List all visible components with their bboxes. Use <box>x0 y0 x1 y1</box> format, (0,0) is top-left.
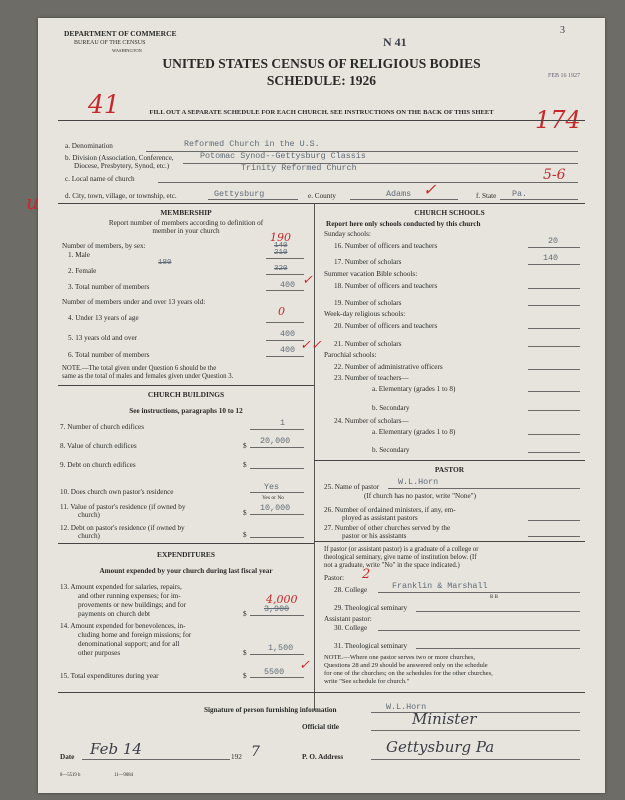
handwritten-5-6: 5-6 <box>543 167 566 183</box>
pastor-subheading: Pastor: <box>324 574 344 582</box>
expenditures-heading: EXPENDITURES <box>157 550 215 559</box>
pastor-none-hint: (If church has no pastor, write "None") <box>364 492 476 500</box>
other-churches-label: 27. Number of other churches served by the <box>324 524 451 532</box>
membership-note-2: same as the total of males and females given under Question 3. <box>62 373 234 380</box>
graduate-note-2: theological seminary, give name of institution below. (If <box>324 554 477 561</box>
county-label: e. County <box>308 192 336 200</box>
form-number: 8—5519 b <box>60 773 81 778</box>
signature-label: Signature of person furnishing information <box>204 706 337 714</box>
under13-value: 0 <box>278 305 285 318</box>
pastor-name-value: W.L.Horn <box>398 477 439 487</box>
handwritten-2: 2 <box>362 567 371 582</box>
admin-officers-label: 22. Number of administrative officers <box>334 363 443 371</box>
membership-intro-2: member in your church <box>152 227 220 235</box>
scholars-elementary-label: a. Elementary (grades 1 to 8) <box>372 428 456 436</box>
male-original-1: 140 <box>274 242 288 250</box>
salaries-label-1: 13. Amount expended for salaries, repairs, <box>60 583 182 591</box>
handwritten-41: 41 <box>88 90 120 119</box>
seminary-29-label: 29. Theological seminary <box>334 604 408 612</box>
total-expenditures-check: ✓ <box>299 658 310 673</box>
weekday-officers-label: 20. Number of officers and teachers <box>334 322 438 330</box>
benevolences-label-3: denominational support; and for all <box>78 640 180 648</box>
official-title-label: Official title <box>302 723 339 731</box>
corner-number: 3 <box>560 25 565 36</box>
college-28-value: Franklin & Marshall <box>392 581 488 591</box>
over13-label: 5. 13 years old and over <box>68 334 138 342</box>
teachers-elementary-label: a. Elementary (grades 1 to 8) <box>372 385 456 393</box>
over13-value: 400 <box>280 329 296 339</box>
local-church-name: Trinity Reformed Church <box>241 163 357 173</box>
division-value: Potomac Synod--Gettysburg Classis <box>200 151 366 161</box>
college-28-label: 28. College <box>334 586 368 594</box>
division-label: b. Division (Association, Conference, <box>65 154 174 162</box>
value-edifices-label: 8. Value of church edifices <box>60 442 137 450</box>
parochial-schools-label: Parochial schools: <box>324 351 377 359</box>
buildings-heading: CHURCH BUILDINGS <box>147 390 225 399</box>
salaries-label-2: and other running expenses; for im- <box>78 592 181 600</box>
po-address-value: Gettysburg Pa <box>386 738 495 756</box>
scholars-secondary-label: b. Secondary <box>372 446 410 454</box>
instruction-line: FILL OUT A SEPARATE SCHEDULE FOR EACH CHURCH. SEE INSTRUCTIONS ON THE BACK OF THIS SHEET <box>149 109 494 116</box>
under13-label: 4. Under 13 years of age <box>68 314 139 322</box>
salaries-label-3: provements or new buildings; and for <box>78 601 186 609</box>
dollar-sign: $ <box>243 649 247 657</box>
benevolences-label-1: 14. Amount expended for benevolences, in- <box>60 622 186 630</box>
multi-church-note-3: for one of the churches; on the schedules for the other churches, <box>324 670 493 677</box>
total6-checkmark: ✓✓ <box>300 338 322 353</box>
year-printed: 192 <box>231 753 242 761</box>
year-handwritten: 7 <box>251 744 260 760</box>
buildings-instructions: See instructions, paragraphs 10 to 12 <box>129 407 243 415</box>
dollar-sign: $ <box>243 531 247 539</box>
membership-intro: Report number of members according to definition of <box>108 219 264 227</box>
graduate-note-3: not a graduate, write "No" in the space indicated.) <box>324 562 460 569</box>
total-checkmark: ✓ <box>302 273 313 288</box>
pastor-name-label: 25. Name of pastor <box>324 483 380 491</box>
total-members-value: 400 <box>280 280 296 290</box>
membership-heading: MEMBERSHIP <box>160 208 212 217</box>
teachers-secondary-label: b. Secondary <box>372 404 410 412</box>
sunday-schools-label: Sunday schools: <box>324 230 371 238</box>
seminary-31-label: 31. Theological seminary <box>334 642 408 650</box>
vacation-scholars-label: 19. Number of scholars <box>334 299 402 307</box>
county-checkmark: ✓ <box>423 180 437 199</box>
college-30-label: 30. College <box>334 624 368 632</box>
date-value: Feb 14 <box>90 740 142 758</box>
weekday-scholars-label: 21. Number of scholars <box>334 340 402 348</box>
edifices-label: 7. Number of church edifices <box>60 423 145 431</box>
vacation-officers-label: 18. Number of officers and teachers <box>334 282 438 290</box>
multi-church-note: NOTE.—Where one pastor serves two or more churches, <box>324 654 476 661</box>
edifices-value: 1 <box>280 418 286 428</box>
dollar-sign: $ <box>243 509 247 517</box>
vacation-schools-label: Summer vacation Bible schools: <box>324 270 418 278</box>
census-schedule-page <box>26 18 605 793</box>
ordained-ministers-label: 26. Number of ordained ministers, if any, em- <box>324 506 456 514</box>
signature-value: W.L.Horn <box>386 702 427 712</box>
benevolences-value: 1,500 <box>268 643 294 653</box>
total6-label: 6. Total number of members <box>68 351 150 359</box>
sunday-scholars-label: 17. Number of scholars <box>334 258 402 266</box>
owns-residence-value: Yes <box>264 482 280 492</box>
benevolences-label-2: cluding home and foreign missions; for <box>78 631 192 639</box>
schools-heading: CHURCH SCHOOLS <box>414 208 485 217</box>
initials-stamp: B B <box>490 595 498 600</box>
handwritten-174: 174 <box>535 106 581 134</box>
female-value: 320 <box>274 265 288 273</box>
handwritten-u: u <box>26 190 39 214</box>
weekday-schools-label: Week-day religious schools: <box>324 310 406 318</box>
washington-label: WASHINGTON <box>112 48 142 53</box>
city-value: Gettysburg <box>214 189 265 199</box>
salaries-original: 3,900 <box>264 604 290 614</box>
yes-or-no-hint: Yes or No <box>262 495 285 501</box>
state-value: Pa. <box>512 189 528 199</box>
state-label: f. State <box>476 192 497 200</box>
city-label: d. City, town, village, or township, etc. <box>65 192 177 200</box>
expenditures-intro: Amount expended by your church during last fiscal year <box>99 567 273 575</box>
local-name-label: c. Local name of church <box>65 175 135 183</box>
total-expenditures-label: 15. Total expenditures during year <box>60 672 159 680</box>
other-churches-label-2: pastor or his assistants <box>342 532 407 540</box>
male-corrected: 190 <box>270 231 291 244</box>
denomination-label: a. Denomination <box>65 142 113 150</box>
sunday-scholars-value: 140 <box>543 253 559 263</box>
dollar-sign: $ <box>243 461 247 469</box>
female-label: 2. Female <box>68 267 97 275</box>
owns-residence-label: 10. Does church own pastor's residence <box>60 488 174 496</box>
residence-debt-label-2: church) <box>78 532 100 540</box>
bureau-label: BUREAU OF THE CENSUS <box>74 40 146 46</box>
form-subtitle: SCHEDULE: 1926 <box>266 73 377 88</box>
parochial-scholars-label: 24. Number of scholars— <box>334 417 409 425</box>
dollar-sign: $ <box>243 610 247 618</box>
salaries-label-4: payments on church debt <box>78 610 151 618</box>
received-stamp: FEB 16 1927 <box>548 73 581 79</box>
print-number: 11—9084 <box>114 773 134 778</box>
graduate-note: If pastor (or assistant pastor) is a graduate of a college or <box>324 546 479 553</box>
total6-value: 400 <box>280 345 296 355</box>
debt-edifices-label: 9. Debt on church edifices <box>60 461 136 469</box>
residence-debt-label: 12. Debt on pastor's residence (if owned by <box>60 524 185 532</box>
dollar-sign: $ <box>243 442 247 450</box>
assistant-pastor-label: Assistant pastor: <box>324 615 372 623</box>
multi-church-note-2: Questions 28 and 29 should be answered only on the schedule <box>324 662 488 669</box>
ordained-ministers-label-2: ployed as assistant pastors <box>342 514 418 522</box>
male-original-2: 210 <box>274 249 288 257</box>
membership-note: NOTE.—The total given under Question 6 should be the <box>62 365 217 372</box>
female-original: 180 <box>158 259 172 267</box>
official-title-value: Minister <box>412 710 477 728</box>
benevolences-label-4: other purposes <box>78 649 121 657</box>
date-label: Date <box>60 753 75 761</box>
form-title: UNITED STATES CENSUS OF RELIGIOUS BODIES <box>162 56 481 71</box>
age-intro-label: Number of members under and over 13 years old: <box>62 298 206 306</box>
residence-value-amount: 10,000 <box>260 503 291 513</box>
pastor-heading: PASTOR <box>434 465 465 474</box>
sunday-officers-label: 16. Number of officers and teachers <box>334 242 438 250</box>
denomination-value: Reformed Church in the U.S. <box>184 139 320 149</box>
sunday-officers-value: 20 <box>548 236 559 246</box>
residence-value-label: 11. Value of pastor's residence (if owned by <box>60 503 186 511</box>
by-sex-label: Number of members, by sex: <box>62 242 146 250</box>
multi-church-note-4: write "See schedule for church." <box>324 678 410 685</box>
stamp-number: N 41 <box>383 35 407 49</box>
department-label: DEPARTMENT OF COMMERCE <box>64 29 177 38</box>
total-members-label: 3. Total number of members <box>68 283 150 291</box>
salaries-corrected: 4,000 <box>266 593 298 606</box>
residence-value-label-2: church) <box>78 511 100 519</box>
total-expenditures-value: 5500 <box>264 667 285 677</box>
teachers-label: 23. Number of teachers— <box>334 374 409 382</box>
value-edifices-amount: 20,000 <box>260 436 291 446</box>
male-label: 1. Male <box>68 251 90 259</box>
po-address-label: P. O. Address <box>302 753 344 761</box>
county-value: Adams <box>386 189 412 199</box>
schools-intro: Report here only schools conducted by this church <box>326 220 481 228</box>
division-label-2: Diocese, Presbytery, Synod, etc.) <box>74 162 170 170</box>
dollar-sign: $ <box>243 672 247 680</box>
